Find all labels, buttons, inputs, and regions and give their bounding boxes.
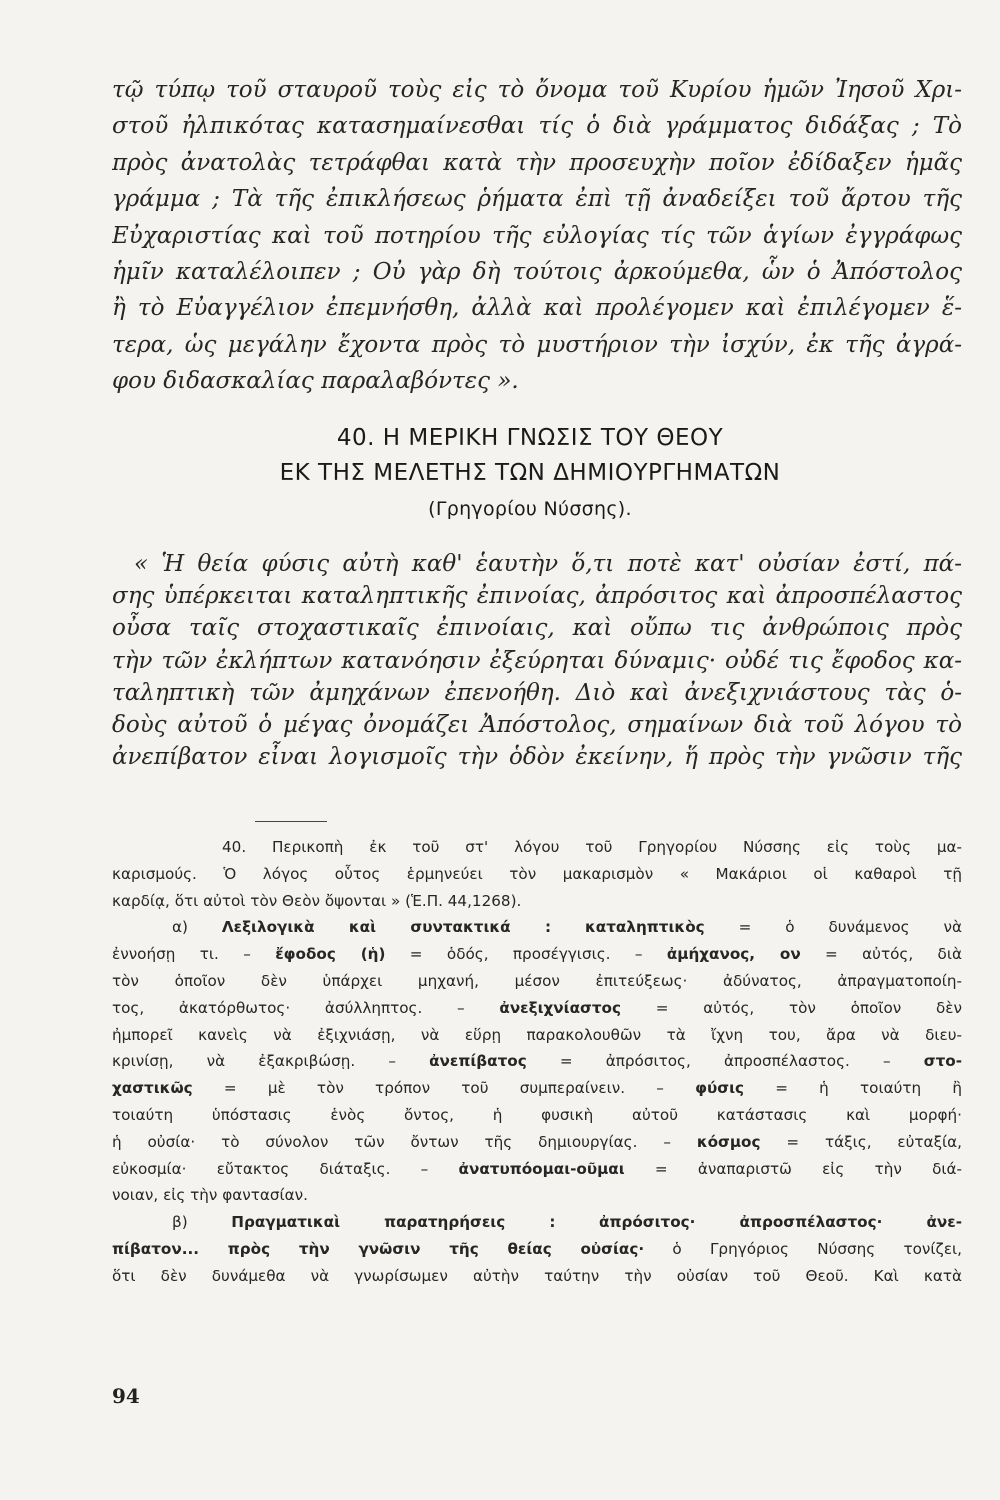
gloss-term: κόσμος bbox=[696, 1132, 761, 1151]
gloss-term: καταληπτικὸς bbox=[585, 918, 705, 937]
quote-line: ταληπτικὴ τῶν ἀμηχάνων ἐπενοήθη. Διὸ καὶ ἀνεξιχνιάστους τὰς ὁ- bbox=[112, 679, 962, 706]
note-intro-text: 40. Περικοπὴ ἐκ τοῦ στ' λόγου τοῦ Γρηγορίου Νύσσης εἰς τοὺς μα- bbox=[222, 838, 962, 856]
quote-line: οὖσα ταῖς στοχαστικαῖς ἐπινοίαις, καὶ οὔπω τις ἀνθρώποις πρὸς bbox=[112, 615, 962, 642]
quote-paragraph bbox=[112, 548, 962, 773]
note-line: νοιαν, εἰς τὴν φαντασίαν. bbox=[112, 1186, 308, 1205]
gloss-term: ἀνεξιχνίαστος bbox=[499, 998, 621, 1017]
quote-line: δοὺς αὐτοῦ ὁ μέγας ὀνομάζει Ἀπόστολος, σημαίνων διὰ τοῦ λόγου τὸ bbox=[112, 711, 962, 738]
gloss-term: ἔφοδος (ἡ) bbox=[275, 945, 386, 964]
section-title-line-1: 40. Η ΜΕΡΙΚΗ ΓΝΩΣΙΣ ΤΟΥ ΘΕΟΥ bbox=[336, 425, 724, 451]
commentary-notes bbox=[112, 834, 962, 1290]
section-b-heading: Πραγματικαὶ παρατηρήσεις : bbox=[231, 1213, 556, 1232]
section-title-line-2: ΕΚ ΤΗΣ ΜΕΛΕΤΗΣ ΤΩΝ ΔΗΜΙΟΥΡΓΗΜΑΤΩΝ bbox=[279, 460, 781, 486]
gloss-term: ἀνατυπόομαι-οῦμαι bbox=[458, 1159, 625, 1178]
note-line: τὸν ὁποῖον δὲν ὑπάρχει μηχανή, μέσον ἐπιτεύξεως· ἀδύνατος, ἀπραγματοποίη- bbox=[112, 971, 962, 990]
quote-line: σης ὑπέρκειται καταληπτικῆς ἐπινοίας, ἀπρόσιτος καὶ ἀπροσπέλαστος bbox=[112, 583, 962, 610]
gloss-definition: = μὲ τὸν τρόπον τοῦ συμπεραίνειν. – bbox=[192, 1079, 664, 1098]
gloss-definition: = αὐτός, διὰ bbox=[800, 945, 962, 964]
intro-line: φου διδασκαλίας παραλαβόντες ». bbox=[112, 368, 519, 395]
intro-line: τῷ τύπῳ τοῦ σταυροῦ τοὺς εἰς τὸ ὄνομα τοῦ Κυρίου ἡμῶν Ἰησοῦ Χρι- bbox=[112, 77, 962, 103]
gloss-term: φύσις bbox=[695, 1079, 744, 1098]
intro-line: πρὸς ἀνατολὰς τετράφθαι κατὰ τὴν προσευχὴν ποῖον ἐδίδαξεν ἡμᾶς bbox=[112, 149, 962, 176]
note-line bbox=[112, 1129, 962, 1156]
section-b-label: β) bbox=[172, 1213, 188, 1232]
gloss-definition: εὐκοσμία· εὔτακτος διάταξις. – bbox=[112, 1159, 429, 1178]
note-line bbox=[112, 1048, 962, 1075]
note-line bbox=[112, 1236, 962, 1263]
quote-line: ἀνεπίβατον εἶναι λογισμοῖς τὴν ὁδὸν ἐκείνην, ἥ πρὸς τὴν γνῶσιν τῆς bbox=[112, 744, 962, 771]
gloss-definition: ἡ οὐσία· τὸ σύνολον τῶν ὄντων τῆς δημιουργίας. – bbox=[112, 1132, 671, 1151]
gloss-definition: κρινίσῃ, νὰ ἐξακριβώσῃ. – bbox=[112, 1052, 396, 1071]
intro-line: γράμμα ; Τὰ τῆς ἐπικλήσεως ῥήματα ἐπὶ τῇ ἀναδείξει τοῦ ἄρτου τῆς bbox=[112, 186, 962, 213]
section-a-label: α) bbox=[172, 918, 188, 937]
gloss-term: πίβατον... πρὸς τὴν γνῶσιν τῆς θείας οὐσίας· bbox=[112, 1239, 645, 1258]
note-line bbox=[112, 1075, 962, 1102]
footnote-divider bbox=[255, 821, 327, 822]
page-number: 94 bbox=[112, 1384, 140, 1408]
intro-line: τερα, ὡς μεγάλην ἔχοντα πρὸς τὸ μυστήριον τὴν ἰσχύν, ἐκ τῆς ἀγρά- bbox=[112, 331, 962, 358]
gloss-definition: = ἀναπαριστῶ εἰς τὴν διά- bbox=[624, 1159, 962, 1178]
intro-line: ἢ τὸ Εὐαγγέλιον ἐπεμνήσθη, ἀλλὰ καὶ προλέγομεν καὶ ἐπιλέγομεν ἕ- bbox=[112, 295, 962, 322]
gloss-definition: = ἀπρόσιτος, ἀπροσπέλαστος. – bbox=[526, 1052, 891, 1071]
note-line bbox=[112, 1209, 962, 1236]
gloss-definition: = ὁ δυνάμενος νὰ bbox=[704, 918, 962, 937]
gloss-term: ἀμήχανος, ον bbox=[666, 945, 801, 964]
gloss-term: ἀνεπίβατος bbox=[429, 1052, 527, 1071]
note-line: ἠμπορεῖ κανεὶς νὰ ἐξιχνιάσῃ, νὰ εὕρῃ παρακολουθῶν τὰ ἴχνη του, ἄρα νὰ διευ- bbox=[112, 1025, 962, 1044]
quote-line: τὴν τῶν ἐκλήπτων κατανόησιν ἐξεύρηται δύναμις· οὐδέ τις ἔφοδος κα- bbox=[112, 647, 962, 674]
gloss-term: στο- bbox=[923, 1052, 962, 1071]
gloss-definition: ἐννοήσῃ τι. – bbox=[112, 945, 251, 964]
note-line bbox=[112, 834, 962, 861]
note-line bbox=[112, 941, 962, 968]
quote-line: « Ἡ θεία φύσις αὐτὴ καθ' ἑαυτὴν ὅ,τι ποτὲ κατ' οὐσίαν ἐστί, πά- bbox=[134, 551, 962, 577]
note-line: ὅτι δὲν δυνάμεθα νὰ γνωρίσωμεν αὐτὴν ταύτην τὴν οὐσίαν τοῦ Θεοῦ. Καὶ κατὰ bbox=[112, 1266, 962, 1285]
note-line bbox=[112, 914, 962, 941]
gloss-definition: ὁ Γρηγόριος Νύσσης τονίζει, bbox=[644, 1239, 962, 1258]
note-line bbox=[112, 995, 962, 1022]
gloss-term: χαστικῶς bbox=[112, 1079, 193, 1098]
intro-paragraph bbox=[112, 72, 962, 400]
gloss-definition: = αὐτός, τὸν ὁποῖον δὲν bbox=[620, 998, 962, 1017]
intro-line: Εὐχαριστίας καὶ τοῦ ποτηρίου τῆς εὐλογίας τίς τῶν ἁγίων ἐγγράφως bbox=[112, 222, 962, 249]
section-subtitle: (Γρηγορίου Νύσσης). bbox=[428, 498, 632, 520]
gloss-definition: = ἡ τοιαύτη ἢ bbox=[744, 1079, 962, 1098]
gloss-definition: = ὁδός, προσέγγισις. – bbox=[385, 945, 643, 964]
section-a-heading: Λεξιλογικὰ καὶ συντακτικά : bbox=[221, 918, 552, 937]
intro-line: στοῦ ἠλπικότας κατασημαίνεσθαι τίς ὁ διὰ γράμματος διδάξας ; Τὸ bbox=[112, 113, 962, 140]
intro-line: ἡμῖν καταλέλοιπεν ; Οὐ γὰρ δὴ τούτοις ἀρκούμεθα, ὧν ὁ Ἀπόστολος bbox=[112, 258, 962, 285]
note-line bbox=[112, 1156, 962, 1183]
gloss-definition: τος, ἀκατόρθωτος· ἀσύλληπτος. – bbox=[112, 998, 465, 1017]
note-line: καρδίᾳ, ὅτι αὐτοὶ τὸν Θεὸν ὄψονται » (Ἑ.Π. 44,1268). bbox=[112, 891, 522, 910]
note-line: τοιαύτη ὑπόστασις ἑνὸς ὄντος, ἡ φυσικὴ αὐτοῦ κατάστασις καὶ μορφή· bbox=[112, 1105, 962, 1124]
gloss-definition: = τάξις, εὐταξία, bbox=[760, 1132, 962, 1151]
gloss-term: ἀπρόσιτος· ἀπροσπέλαστος· ἀνε- bbox=[599, 1213, 962, 1232]
note-line: καρισμούς. Ὁ λόγος οὗτος ἑρμηνεύει τὸν μακαρισμὸν « Μακάριοι οἱ καθαροὶ τῇ bbox=[112, 864, 962, 883]
